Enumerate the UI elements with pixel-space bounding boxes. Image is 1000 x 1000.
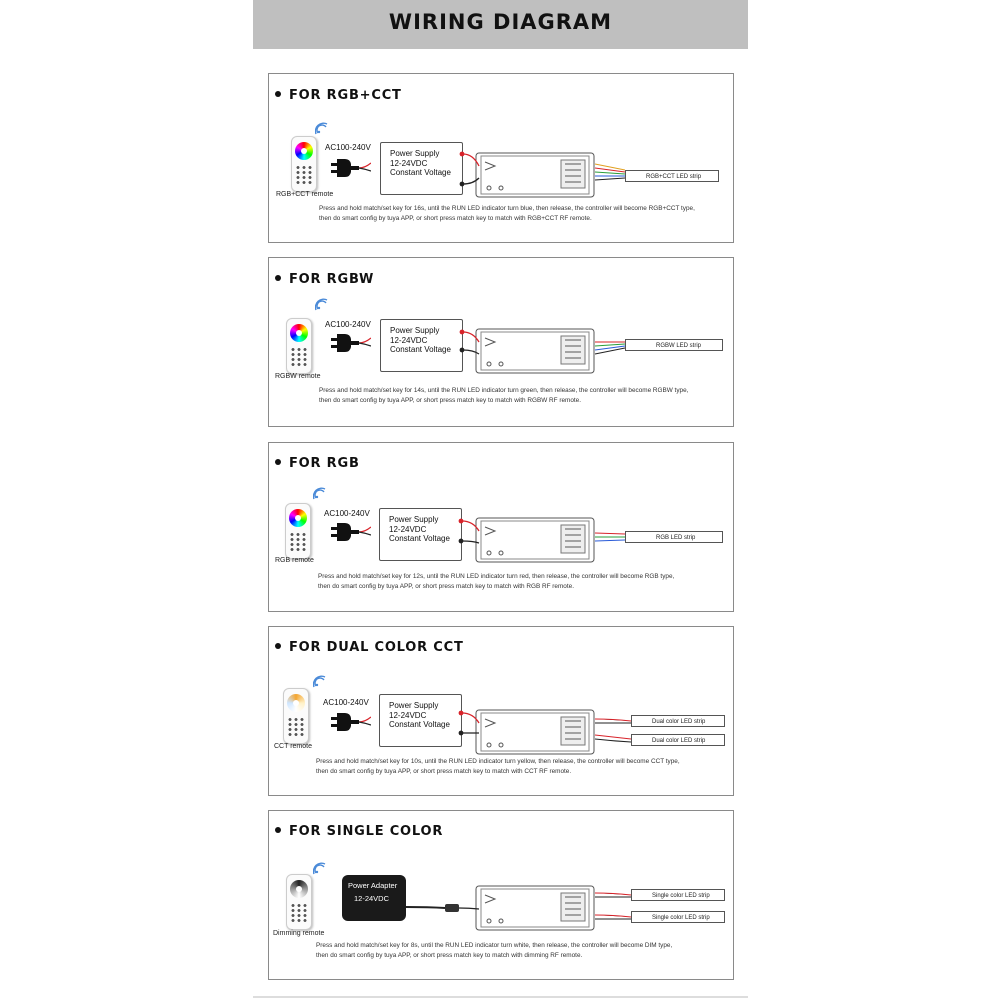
led-controller-icon xyxy=(475,152,595,198)
psu-line-3: Constant Voltage xyxy=(390,168,451,177)
ac-plug-icon xyxy=(331,330,371,356)
ac-voltage-label: AC100-240V xyxy=(324,509,370,518)
ac-voltage-label: AC100-240V xyxy=(325,320,371,329)
wireless-signal-icon xyxy=(313,487,327,501)
power-supply-box xyxy=(380,142,463,195)
psu-line-3: Constant Voltage xyxy=(390,345,451,354)
rgb-wheel-remote-icon xyxy=(285,503,311,559)
instruction-line-1: Press and hold match/set key for 16s, until the RUN LED indicator turn blue, then release, the controller will become RGB+CCT type, xyxy=(319,205,695,212)
power-adapter-box xyxy=(342,875,406,921)
section-dual-color-cct xyxy=(268,626,734,796)
header-bar xyxy=(253,0,748,49)
rgb-wheel-remote-icon xyxy=(286,318,312,374)
led-strip-2: Dual color LED strip xyxy=(631,734,725,746)
psu-line-1: Power Supply xyxy=(390,326,440,335)
bullet-icon xyxy=(275,643,281,649)
section-rgb xyxy=(268,442,734,612)
psu-line-2: 12-24VDC xyxy=(390,335,428,345)
psu-line-1: Power Supply xyxy=(389,515,439,524)
instruction-line-2: then do smart config by tuya APP, or short press match key to match with dimming RF remote. xyxy=(316,951,583,959)
section-title: FOR RGB+CCT xyxy=(275,88,402,103)
section-title: FOR RGBW xyxy=(275,272,374,287)
remote-label: CCT remote xyxy=(274,743,312,750)
power-supply-box xyxy=(380,319,463,372)
wireless-signal-icon xyxy=(315,122,329,136)
remote-label: Dimming remote xyxy=(273,930,325,937)
psu-line-1: Power Supply xyxy=(390,149,440,158)
psu-line-2: 12-24VDC xyxy=(389,524,427,534)
section-single-color xyxy=(268,810,734,980)
wireless-signal-icon xyxy=(313,862,327,876)
psu-line-3: Constant Voltage xyxy=(389,720,450,729)
psu-line-2: 12-24VDC xyxy=(390,158,428,168)
instruction-line-2: then do smart config by tuya APP, or short press match key to match with RGB+CCT RF remote. xyxy=(319,214,592,222)
color-wheel xyxy=(295,142,313,160)
page-title: WIRING DIAGRAM xyxy=(388,10,613,34)
instruction-line-1: Press and hold match/set key for 14s, until the RUN LED indicator turn green, then release, the controller will become RGBW type, xyxy=(319,387,689,394)
cct-wheel xyxy=(287,694,305,712)
bullet-icon xyxy=(275,275,281,281)
led-controller-icon xyxy=(475,885,595,931)
dimming-wheel-remote-icon xyxy=(286,874,312,930)
psu-line-2: 12-24VDC xyxy=(389,710,427,720)
cct-wheel-remote-icon xyxy=(283,688,309,744)
bullet-icon xyxy=(275,91,281,97)
ac-voltage-label: AC100-240V xyxy=(323,698,369,707)
adapter-line-2: 12-24VDC xyxy=(354,894,390,903)
color-wheel xyxy=(290,324,308,342)
instruction-line-1: Press and hold match/set key for 12s, until the RUN LED indicator turn red, then release, the controller will become RGB type, xyxy=(318,573,675,580)
bullet-icon xyxy=(275,459,281,465)
remote-keys xyxy=(295,165,313,185)
led-strip-1: Single color LED strip xyxy=(631,889,725,901)
ac-plug-icon xyxy=(331,709,371,735)
instruction-line-2: then do smart config by tuya APP, or short press match key to match with RGBW RF remote. xyxy=(319,396,581,404)
led-strip-2: Single color LED strip xyxy=(631,911,725,923)
section-title: FOR DUAL COLOR CCT xyxy=(275,640,464,655)
dimming-wheel xyxy=(290,880,308,898)
rgb-wheel-remote-icon xyxy=(291,136,317,192)
instruction-line-1: Press and hold match/set key for 8s, until the RUN LED indicator turn white, then release, the controller will become DIM type, xyxy=(316,942,673,949)
instruction-text xyxy=(319,386,688,405)
led-strip: RGB LED strip xyxy=(625,531,723,543)
ac-voltage-label: AC100-240V xyxy=(325,143,371,152)
remote-keys xyxy=(287,717,305,737)
remote-label: RGB remote xyxy=(275,557,314,564)
remote-keys xyxy=(290,903,308,923)
instruction-line-2: then do smart config by tuya APP, or short press match key to match with CCT RF remote. xyxy=(316,767,572,775)
instruction-text xyxy=(319,204,695,223)
section-title: FOR RGB xyxy=(275,456,360,471)
instruction-line-1: Press and hold match/set key for 10s, until the RUN LED indicator turn yellow, then release, the controller will become CCT type, xyxy=(316,758,680,765)
ac-plug-icon xyxy=(331,155,371,181)
adapter-line-1: Power Adapter xyxy=(348,881,398,890)
wireless-signal-icon xyxy=(315,298,329,312)
led-controller-icon xyxy=(475,328,595,374)
bottom-divider xyxy=(253,996,748,998)
remote-keys xyxy=(289,532,307,552)
psu-line-1: Power Supply xyxy=(389,701,439,710)
instruction-text xyxy=(316,757,680,776)
led-strip-1: Dual color LED strip xyxy=(631,715,725,727)
power-supply-box xyxy=(379,508,462,561)
led-controller-icon xyxy=(475,517,595,563)
section-rgb-cct xyxy=(268,73,734,243)
instruction-line-2: then do smart config by tuya APP, or short press match key to match with RGB RF remote. xyxy=(318,582,574,590)
remote-keys xyxy=(290,347,308,367)
remote-label: RGBW remote xyxy=(275,373,321,380)
wireless-signal-icon xyxy=(313,675,327,689)
ac-plug-icon xyxy=(331,519,371,545)
section-rgbw xyxy=(268,257,734,427)
color-wheel xyxy=(289,509,307,527)
instruction-text xyxy=(318,572,674,591)
led-strip: RGB+CCT LED strip xyxy=(625,170,719,182)
bullet-icon xyxy=(275,827,281,833)
remote-label: RGB+CCT remote xyxy=(276,191,334,198)
led-strip: RGBW LED strip xyxy=(625,339,723,351)
power-supply-box xyxy=(379,694,462,747)
section-title: FOR SINGLE COLOR xyxy=(275,824,443,839)
instruction-text xyxy=(316,941,672,960)
led-controller-icon xyxy=(475,709,595,755)
psu-line-3: Constant Voltage xyxy=(389,534,450,543)
